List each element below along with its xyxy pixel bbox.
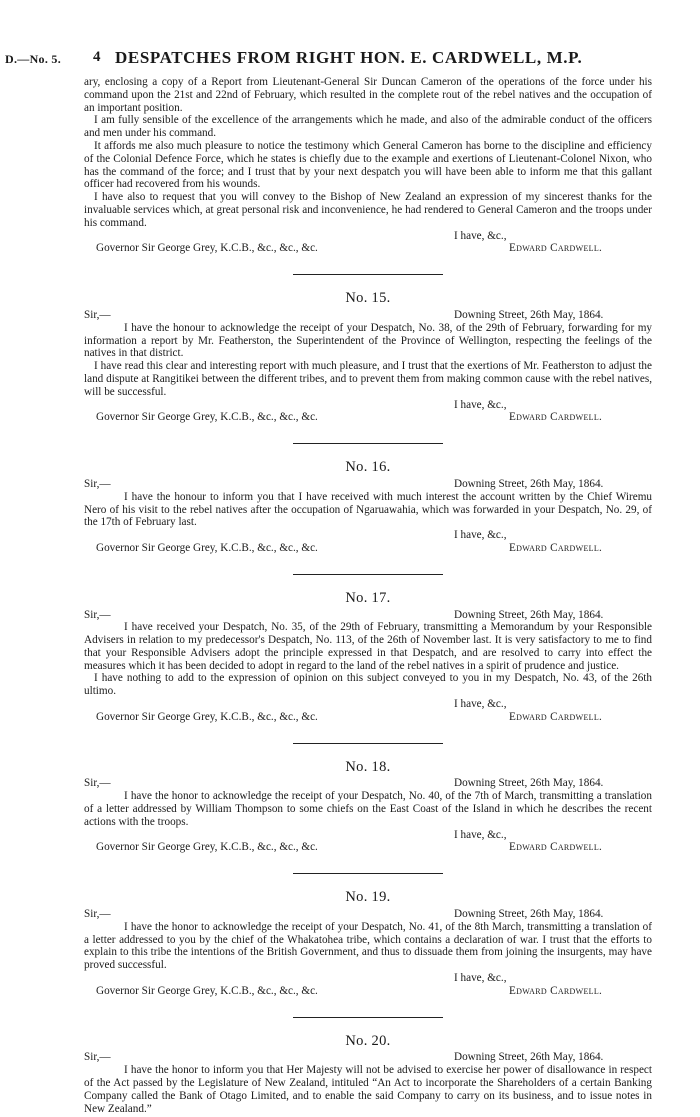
despatch-paragraph: I have read this clear and interesting report with much pleasure, and I trust that the exertions of Mr. Featherston to adjust the land dispute at Rangitikei between the different tribes, and to prevent them from making common cause with the rebel natives, will be successful.	[84, 360, 652, 398]
closing-line	[84, 529, 652, 542]
document-body	[84, 76, 652, 1115]
addressee: Governor Sir George Grey, K.C.B., &c., &c., &c.	[96, 710, 318, 723]
closing: I have, &c.,	[454, 229, 507, 242]
despatch-paragraph: I have the honor to acknowledge the receipt of your Despatch, No. 40, of the 7th of March, transmitting a translation of a letter addressed by William Thompson to some chiefs on the East Coast of the Island in which he describes the recent actions with the troops.	[84, 790, 652, 828]
despatch-number: No. 20.	[345, 1032, 391, 1049]
address-line	[84, 711, 652, 724]
despatch-number: No. 17.	[345, 589, 391, 606]
closing-line	[84, 399, 652, 412]
signature: Edward Cardwell.	[509, 541, 603, 554]
intro-despatch	[84, 76, 652, 255]
address-line	[84, 985, 652, 998]
despatch-number: No. 19.	[345, 889, 391, 906]
closing-line	[84, 698, 652, 711]
salutation: Sir,—	[84, 1051, 111, 1064]
place-date: Downing Street, 26th May, 1864.	[454, 777, 604, 790]
section-divider	[293, 574, 443, 575]
closing-line	[84, 230, 652, 243]
address-line	[84, 242, 652, 255]
despatch-paragraph: I have the honor to acknowledge the receipt of your Despatch, No. 41, of the 8th March, transmitting a translation of a letter addressed to you by the chief of the Whakatohea tribe, which contains a declaration of war. I trust that the efforts to explain to this tribe the intentions of the British Government, and thus to dissuade them from joining the insurgents, may have proved successful.	[84, 920, 652, 972]
address-line	[84, 841, 652, 854]
addressee: Governor Sir George Grey, K.C.B., &c., &c., &c.	[96, 984, 318, 997]
salutation-line	[84, 777, 652, 790]
intro-paragraph-1: ary, enclosing a copy of a Report from Lieutenant-General Sir Duncan Cameron of the operations of the force under his command upon the 21st and 22nd of February, which resulted in the complete rout of the rebel natives and the occupation of an important position.	[84, 76, 652, 114]
place-date: Downing Street, 26th May, 1864.	[454, 477, 604, 490]
signature: Edward Cardwell.	[509, 242, 603, 255]
signature: Edward Cardwell.	[509, 841, 603, 854]
place-date: Downing Street, 26th May, 1864.	[454, 308, 604, 321]
despatch-16	[84, 461, 652, 555]
section-divider	[293, 274, 443, 275]
section-divider	[293, 743, 443, 744]
document-reference: D.—No. 5.	[5, 52, 62, 66]
running-title: DESPATCHES FROM RIGHT HON. E. CARDWELL, M.P.	[115, 48, 583, 67]
despatch-18	[84, 758, 652, 855]
signature: Edward Cardwell.	[509, 411, 603, 424]
page-number: 4	[93, 49, 101, 65]
addressee: Governor Sir George Grey, K.C.B., &c., &c., &c.	[96, 541, 318, 554]
despatch-paragraph: I have the honour to inform you that I have received with much interest the account written by the Chief Wiremu Nero of his visit to the rebel natives after the occupation of Ngaruawahia, which was forwarded in your Despatch, No. 29, of the 17th of February last.	[84, 490, 652, 529]
despatch-20	[84, 1032, 652, 1116]
section-divider	[293, 443, 443, 444]
salutation: Sir,—	[84, 308, 111, 321]
addressee: Governor Sir George Grey, K.C.B., &c., &c., &c.	[96, 841, 318, 854]
despatch-paragraph: I have the honor to inform you that Her Majesty will not be advised to exercise her power of disallowance in respect of the Act passed by the Legislature of New Zealand, intituled “An Act to incorporate the Shareholders of a certain Banking Company called the Bank of Otago Limited, and to enable the said Company to carry on its business, and to issue notes in New Zealand.”	[84, 1064, 652, 1115]
closing-line	[84, 829, 652, 842]
address-line	[84, 411, 652, 424]
salutation: Sir,—	[84, 777, 111, 790]
section-divider	[293, 1017, 443, 1018]
signature: Edward Cardwell.	[509, 710, 603, 723]
place-date: Downing Street, 26th May, 1864.	[454, 608, 604, 621]
salutation: Sir,—	[84, 908, 111, 921]
despatch-15	[84, 292, 652, 424]
salutation-line	[84, 1051, 652, 1064]
place-date: Downing Street, 26th May, 1864.	[454, 1051, 604, 1064]
page-header	[0, 48, 700, 70]
closing: I have, &c.,	[454, 698, 507, 711]
address-line	[84, 542, 652, 555]
despatch-paragraph: I have the honour to acknowledge the receipt of your Despatch, No. 38, of the 29th of February, forwarding for my information a report by Mr. Featherston, the Superintendent of the Province of Wellington, respecting the feelings of the natives in that district.	[84, 321, 652, 360]
closing: I have, &c.,	[454, 398, 507, 411]
despatch-paragraph: I have nothing to add to the expression of opinion on this subject conveyed to you in my Despatch, No. 43, of the 26th ultimo.	[84, 672, 652, 698]
despatch-paragraph: I have received your Despatch, No. 35, of the 29th of February, transmitting a Memorandum by your Responsible Advisers in relation to my predecessor's Despatch, No. 113, of the 26th of November last. It is very satisfactory to me to find that your Responsible Advisers adopt the principle expressed in that Despatch, and are resolved to carry into effect the measures which it has been decided to adopt in regard to the land of the rebel natives in a spirit of prudence and justice.	[84, 621, 652, 672]
salutation: Sir,—	[84, 477, 111, 490]
addressee: Governor Sir George Grey, K.C.B., &c., &c., &c.	[96, 242, 318, 255]
salutation-line	[84, 478, 652, 491]
despatch-number: No. 16.	[345, 459, 391, 476]
salutation-line	[84, 908, 652, 921]
intro-paragraph-3: It affords me also much pleasure to notice the testimony which General Cameron has borne to the discipline and efficiency of the Colonial Defence Force, which he states is chiefly due to the example and exertions of Lieutenant-Colonel Nixon, who has the command of the force; and I trust that by your next despatch you will have been able to inform me that this gallant officer had recovered from his wounds.	[84, 139, 652, 191]
salutation-line	[84, 609, 652, 622]
addressee: Governor Sir George Grey, K.C.B., &c., &c., &c.	[96, 411, 318, 424]
closing: I have, &c.,	[454, 529, 507, 542]
closing: I have, &c.,	[454, 828, 507, 841]
intro-paragraph-2: I am fully sensible of the excellence of the arrangements which he made, and also of the admirable conduct of the officers and men under his command.	[84, 114, 652, 140]
despatch-number: No. 15.	[345, 290, 391, 307]
despatch-17	[84, 589, 652, 724]
closing: I have, &c.,	[454, 972, 507, 985]
signature: Edward Cardwell.	[509, 984, 603, 997]
despatch-number: No. 18.	[345, 758, 391, 775]
intro-paragraph-4: I have also to request that you will convey to the Bishop of New Zealand an expression of my sincerest thanks for the invaluable services which, at great personal risk and inconvenience, he had rendered to General Cameron and the troops under his command.	[84, 191, 652, 229]
salutation-line	[84, 309, 652, 322]
section-divider	[293, 873, 443, 874]
place-date: Downing Street, 26th May, 1864.	[454, 908, 604, 921]
despatch-19	[84, 891, 652, 997]
salutation: Sir,—	[84, 608, 111, 621]
closing-line	[84, 972, 652, 985]
